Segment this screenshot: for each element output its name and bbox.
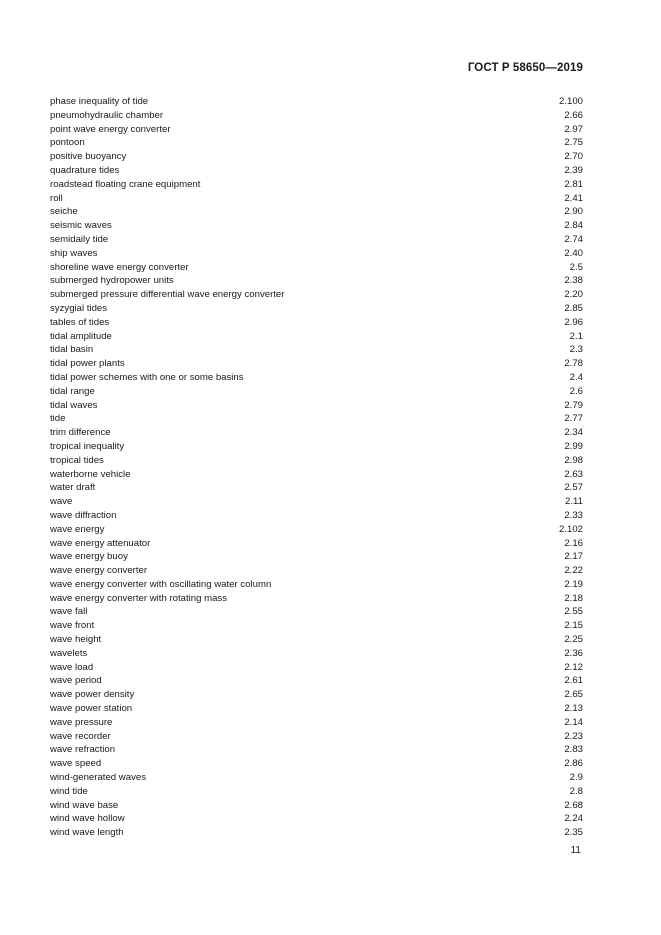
index-term: wave fall <box>50 606 88 618</box>
index-entry <box>50 716 583 730</box>
index-term: ship waves <box>50 247 98 259</box>
index-entry <box>50 633 583 647</box>
index-entry <box>50 399 583 413</box>
index-reference: 2.102 <box>558 523 583 535</box>
index-reference: 2.9 <box>569 772 583 784</box>
index-term: wind wave base <box>50 799 119 811</box>
index-reference: 2.24 <box>564 813 583 825</box>
index-entry <box>50 164 583 178</box>
index-reference: 2.35 <box>564 827 583 839</box>
index-reference: 2.96 <box>564 316 583 328</box>
index-term: pneumohydraulic chamber <box>50 109 164 121</box>
index-term: tide <box>50 413 66 425</box>
index-entry <box>50 564 583 578</box>
term-index-list <box>50 95 583 840</box>
index-entry <box>50 799 583 813</box>
index-reference: 2.41 <box>564 192 583 204</box>
index-term: wave power station <box>50 703 133 715</box>
index-reference: 2.70 <box>564 151 583 163</box>
index-reference: 2.79 <box>564 399 583 411</box>
index-entry <box>50 205 583 219</box>
index-entry <box>50 826 583 840</box>
index-entry <box>50 288 583 302</box>
index-entry <box>50 702 583 716</box>
index-reference: 2.40 <box>564 247 583 259</box>
index-entry <box>50 481 583 495</box>
index-reference: 2.20 <box>564 289 583 301</box>
index-reference: 2.84 <box>564 220 583 232</box>
index-reference: 2.1 <box>569 330 583 342</box>
index-term: wave energy converter with rotating mass <box>50 592 228 604</box>
index-reference: 2.86 <box>564 758 583 770</box>
index-term: tidal amplitude <box>50 330 112 342</box>
index-term: roadstead floating crane equipment <box>50 178 201 190</box>
index-entry <box>50 509 583 523</box>
index-term: wave pressure <box>50 716 113 728</box>
index-term: tropical tides <box>50 454 104 466</box>
index-term: wave recorder <box>50 730 111 742</box>
index-entry <box>50 812 583 826</box>
index-term: wavelets <box>50 647 88 659</box>
index-entry <box>50 109 583 123</box>
index-term: wind wave hollow <box>50 813 125 825</box>
index-reference: 2.100 <box>558 96 583 107</box>
index-reference: 2.57 <box>564 482 583 494</box>
index-term: tidal power plants <box>50 358 125 370</box>
index-reference: 2.66 <box>564 109 583 121</box>
index-entry <box>50 343 583 357</box>
index-entry <box>50 647 583 661</box>
index-reference: 2.34 <box>564 427 583 439</box>
index-reference: 2.74 <box>564 233 583 245</box>
index-entry <box>50 674 583 688</box>
index-term: wave energy converter <box>50 565 148 577</box>
index-reference: 2.36 <box>564 647 583 659</box>
index-reference: 2.99 <box>564 440 583 452</box>
index-term: wave period <box>50 675 102 687</box>
index-entry <box>50 619 583 633</box>
index-term: positive buoyancy <box>50 151 127 163</box>
index-reference: 2.97 <box>564 123 583 135</box>
index-reference: 2.16 <box>564 537 583 549</box>
index-term: submerged pressure differential wave energy converter <box>50 289 285 301</box>
index-term: syzygial tides <box>50 302 108 314</box>
index-entry <box>50 771 583 785</box>
index-reference: 2.25 <box>564 634 583 646</box>
index-term: wave energy <box>50 523 105 535</box>
index-reference: 2.13 <box>564 703 583 715</box>
index-term: wave <box>50 496 73 508</box>
index-reference: 2.85 <box>564 302 583 314</box>
index-entry <box>50 150 583 164</box>
index-reference: 2.61 <box>564 675 583 687</box>
index-entry <box>50 550 583 564</box>
index-entry <box>50 357 583 371</box>
index-entry <box>50 578 583 592</box>
index-term: pontoon <box>50 137 85 149</box>
index-term: trim difference <box>50 427 111 439</box>
page-number: 11 <box>570 845 581 856</box>
index-reference: 2.22 <box>564 565 583 577</box>
index-term: submerged hydropower units <box>50 275 174 287</box>
index-entry <box>50 592 583 606</box>
index-term: seismic waves <box>50 220 112 232</box>
index-entry <box>50 454 583 468</box>
index-reference: 2.14 <box>564 716 583 728</box>
index-entry <box>50 385 583 399</box>
index-entry <box>50 730 583 744</box>
index-reference: 2.38 <box>564 275 583 287</box>
index-entry <box>50 537 583 551</box>
index-reference: 2.98 <box>564 454 583 466</box>
document-header: ГОСТ Р 58650—2019 <box>467 62 583 74</box>
index-term: water draft <box>50 482 96 494</box>
index-entry <box>50 247 583 261</box>
index-term: tidal power schemes with one or some basins <box>50 371 244 383</box>
index-reference: 2.4 <box>569 371 583 383</box>
index-term: wave speed <box>50 758 102 770</box>
index-entry <box>50 440 583 454</box>
index-term: wind-generated waves <box>50 772 146 784</box>
index-reference: 2.6 <box>569 385 583 397</box>
index-reference: 2.68 <box>564 799 583 811</box>
index-term: seiche <box>50 206 78 218</box>
index-reference: 2.83 <box>564 744 583 756</box>
index-term: waterborne vehicle <box>50 468 131 480</box>
index-entry <box>50 95 583 109</box>
index-entry <box>50 688 583 702</box>
index-term: tidal basin <box>50 344 94 356</box>
index-reference: 2.39 <box>564 164 583 176</box>
index-entry <box>50 785 583 799</box>
index-term: wind tide <box>50 785 88 797</box>
index-entry <box>50 605 583 619</box>
index-term: tropical inequality <box>50 440 125 452</box>
index-term: wave diffraction <box>50 509 117 521</box>
index-term: tables of tides <box>50 316 110 328</box>
index-entry <box>50 136 583 150</box>
index-reference: 2.11 <box>565 496 583 508</box>
index-reference: 2.8 <box>569 785 583 797</box>
index-reference: 2.15 <box>564 620 583 632</box>
index-entry <box>50 316 583 330</box>
index-reference: 2.19 <box>564 578 583 590</box>
index-reference: 2.55 <box>564 606 583 618</box>
index-term: semidaily tide <box>50 233 109 245</box>
index-entry <box>50 468 583 482</box>
index-reference: 2.12 <box>564 661 583 673</box>
index-term: wave power density <box>50 689 135 701</box>
index-reference: 2.65 <box>564 689 583 701</box>
index-entry <box>50 219 583 233</box>
index-entry <box>50 123 583 137</box>
index-reference: 2.75 <box>564 137 583 149</box>
index-reference: 2.17 <box>564 551 583 563</box>
index-reference: 2.78 <box>564 358 583 370</box>
index-term: wave front <box>50 620 95 632</box>
index-term: point wave energy converter <box>50 123 171 135</box>
index-term: tidal range <box>50 385 95 397</box>
index-term: wave energy buoy <box>50 551 128 563</box>
index-term: quadrature tides <box>50 164 120 176</box>
index-term: tidal waves <box>50 399 98 411</box>
index-term: shoreline wave energy converter <box>50 261 189 273</box>
index-entry <box>50 743 583 757</box>
index-entry <box>50 661 583 675</box>
index-entry <box>50 371 583 385</box>
index-reference: 2.33 <box>564 509 583 521</box>
index-term: wind wave length <box>50 827 124 839</box>
index-entry <box>50 426 583 440</box>
index-entry <box>50 302 583 316</box>
index-reference: 2.63 <box>564 468 583 480</box>
index-entry <box>50 412 583 426</box>
index-reference: 2.81 <box>564 178 583 190</box>
index-entry <box>50 233 583 247</box>
index-reference: 2.5 <box>569 261 583 273</box>
index-reference: 2.18 <box>564 592 583 604</box>
index-entry <box>50 495 583 509</box>
index-term: wave load <box>50 661 94 673</box>
index-entry <box>50 523 583 537</box>
index-entry <box>50 757 583 771</box>
index-entry <box>50 261 583 275</box>
index-entry <box>50 192 583 206</box>
index-term: wave height <box>50 634 102 646</box>
index-term: wave energy attenuator <box>50 537 151 549</box>
index-entry <box>50 274 583 288</box>
index-term: roll <box>50 192 63 204</box>
index-reference: 2.90 <box>564 206 583 218</box>
index-reference: 2.3 <box>569 344 583 356</box>
index-term: phase inequality of tide <box>50 96 149 107</box>
index-entry <box>50 330 583 344</box>
index-entry <box>50 178 583 192</box>
index-term: wave refraction <box>50 744 116 756</box>
index-term: wave energy converter with oscillating water column <box>50 578 272 590</box>
index-reference: 2.77 <box>564 413 583 425</box>
index-reference: 2.23 <box>564 730 583 742</box>
